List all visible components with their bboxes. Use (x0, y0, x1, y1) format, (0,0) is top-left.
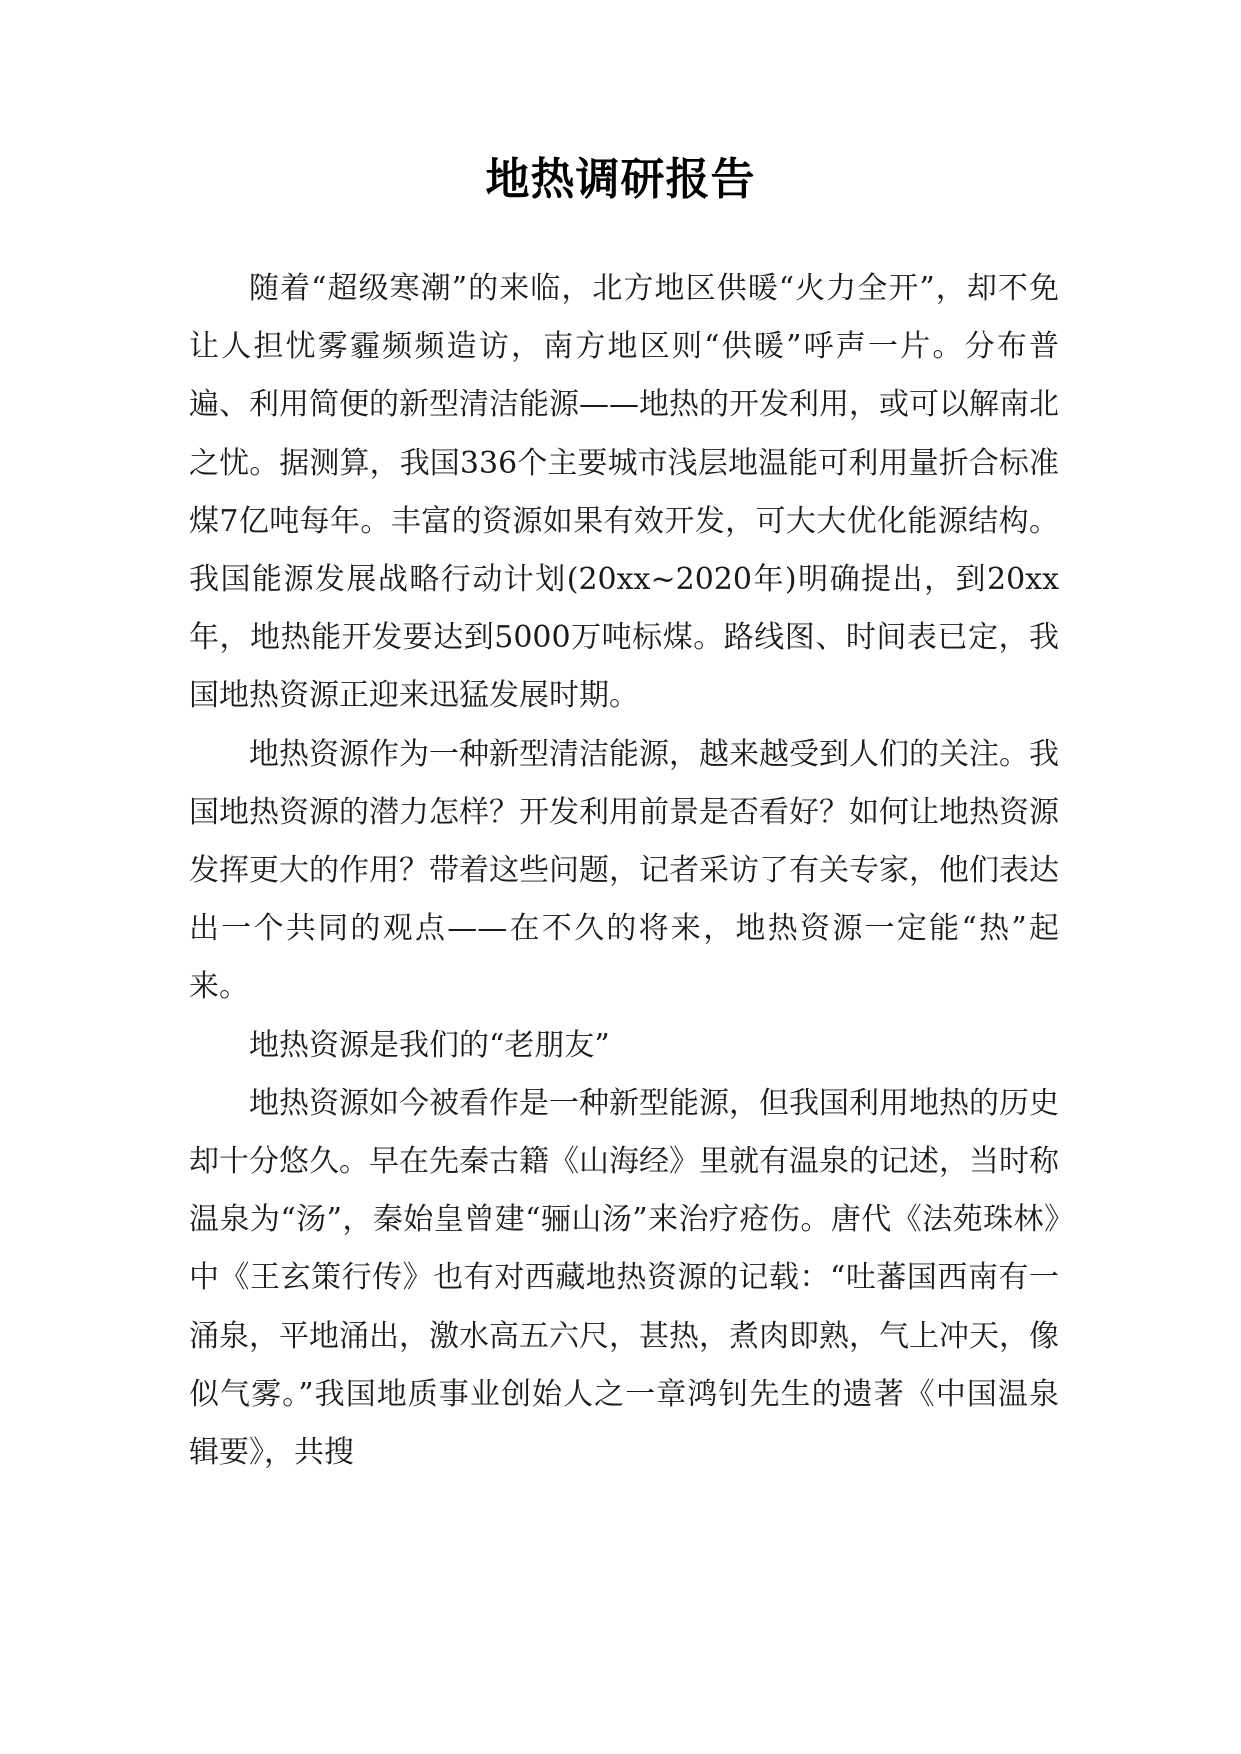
document-title: 地热调研报告 (485, 154, 756, 205)
paragraph-history: 地热资源如今被看作是一种新型能源，但我国利用地热的历史却十分悠久。早在先秦古籍《山海经》里就有温泉的记述，当时称温泉为“汤”，秦始皇曾建“骊山汤”来治疗疮伤。唐代《法苑珠林》中《王玄策行传》也有对西藏地热资源的记载：“吐蕃国西南有一涌泉，平地涌出，激水高五六尺，甚热，煮肉即熟，气上冲天，像似气雾。”我国地质事业创始人之一章鸿钊先生的遗著《中国温泉辑要》，共搜 (189, 1085, 1059, 1471)
section-heading-old-friend: 地热资源是我们的“老朋友” (249, 1027, 610, 1063)
paragraph-attention: 地热资源作为一种新型清洁能源，越来越受到人们的关注。我国地热资源的潜力怎样？开发利用前景是否看好？如何让地热资源发挥更大的作用？带着这些问题，记者采访了有关专家，他们表达出一个共同的观点——在不久的将来，地热资源一定能“热”起来。 (189, 736, 1059, 1005)
paragraph-intro: 随着“超级寒潮”的来临，北方地区供暖“火力全开”，却不免让人担忧雾霾频频造访，南方地区则“供暖”呼声一片。分布普遍、利用简便的新型清洁能源——地热的开发利用，或可以解南北之忧。据测算，我国336个主要城市浅层地温能可利用量折合标准煤7亿吨每年。丰富的资源如果有效开发，可大大优化能源结构。我国能源发展战略行动计划(20xx~2020年)明确提出，到20xx年，地热能开发要达到5000万吨标煤。路线图、时间表已定，我国地热资源正迎来迅猛发展时期。 (189, 271, 1059, 714)
document-body (189, 260, 1059, 1482)
